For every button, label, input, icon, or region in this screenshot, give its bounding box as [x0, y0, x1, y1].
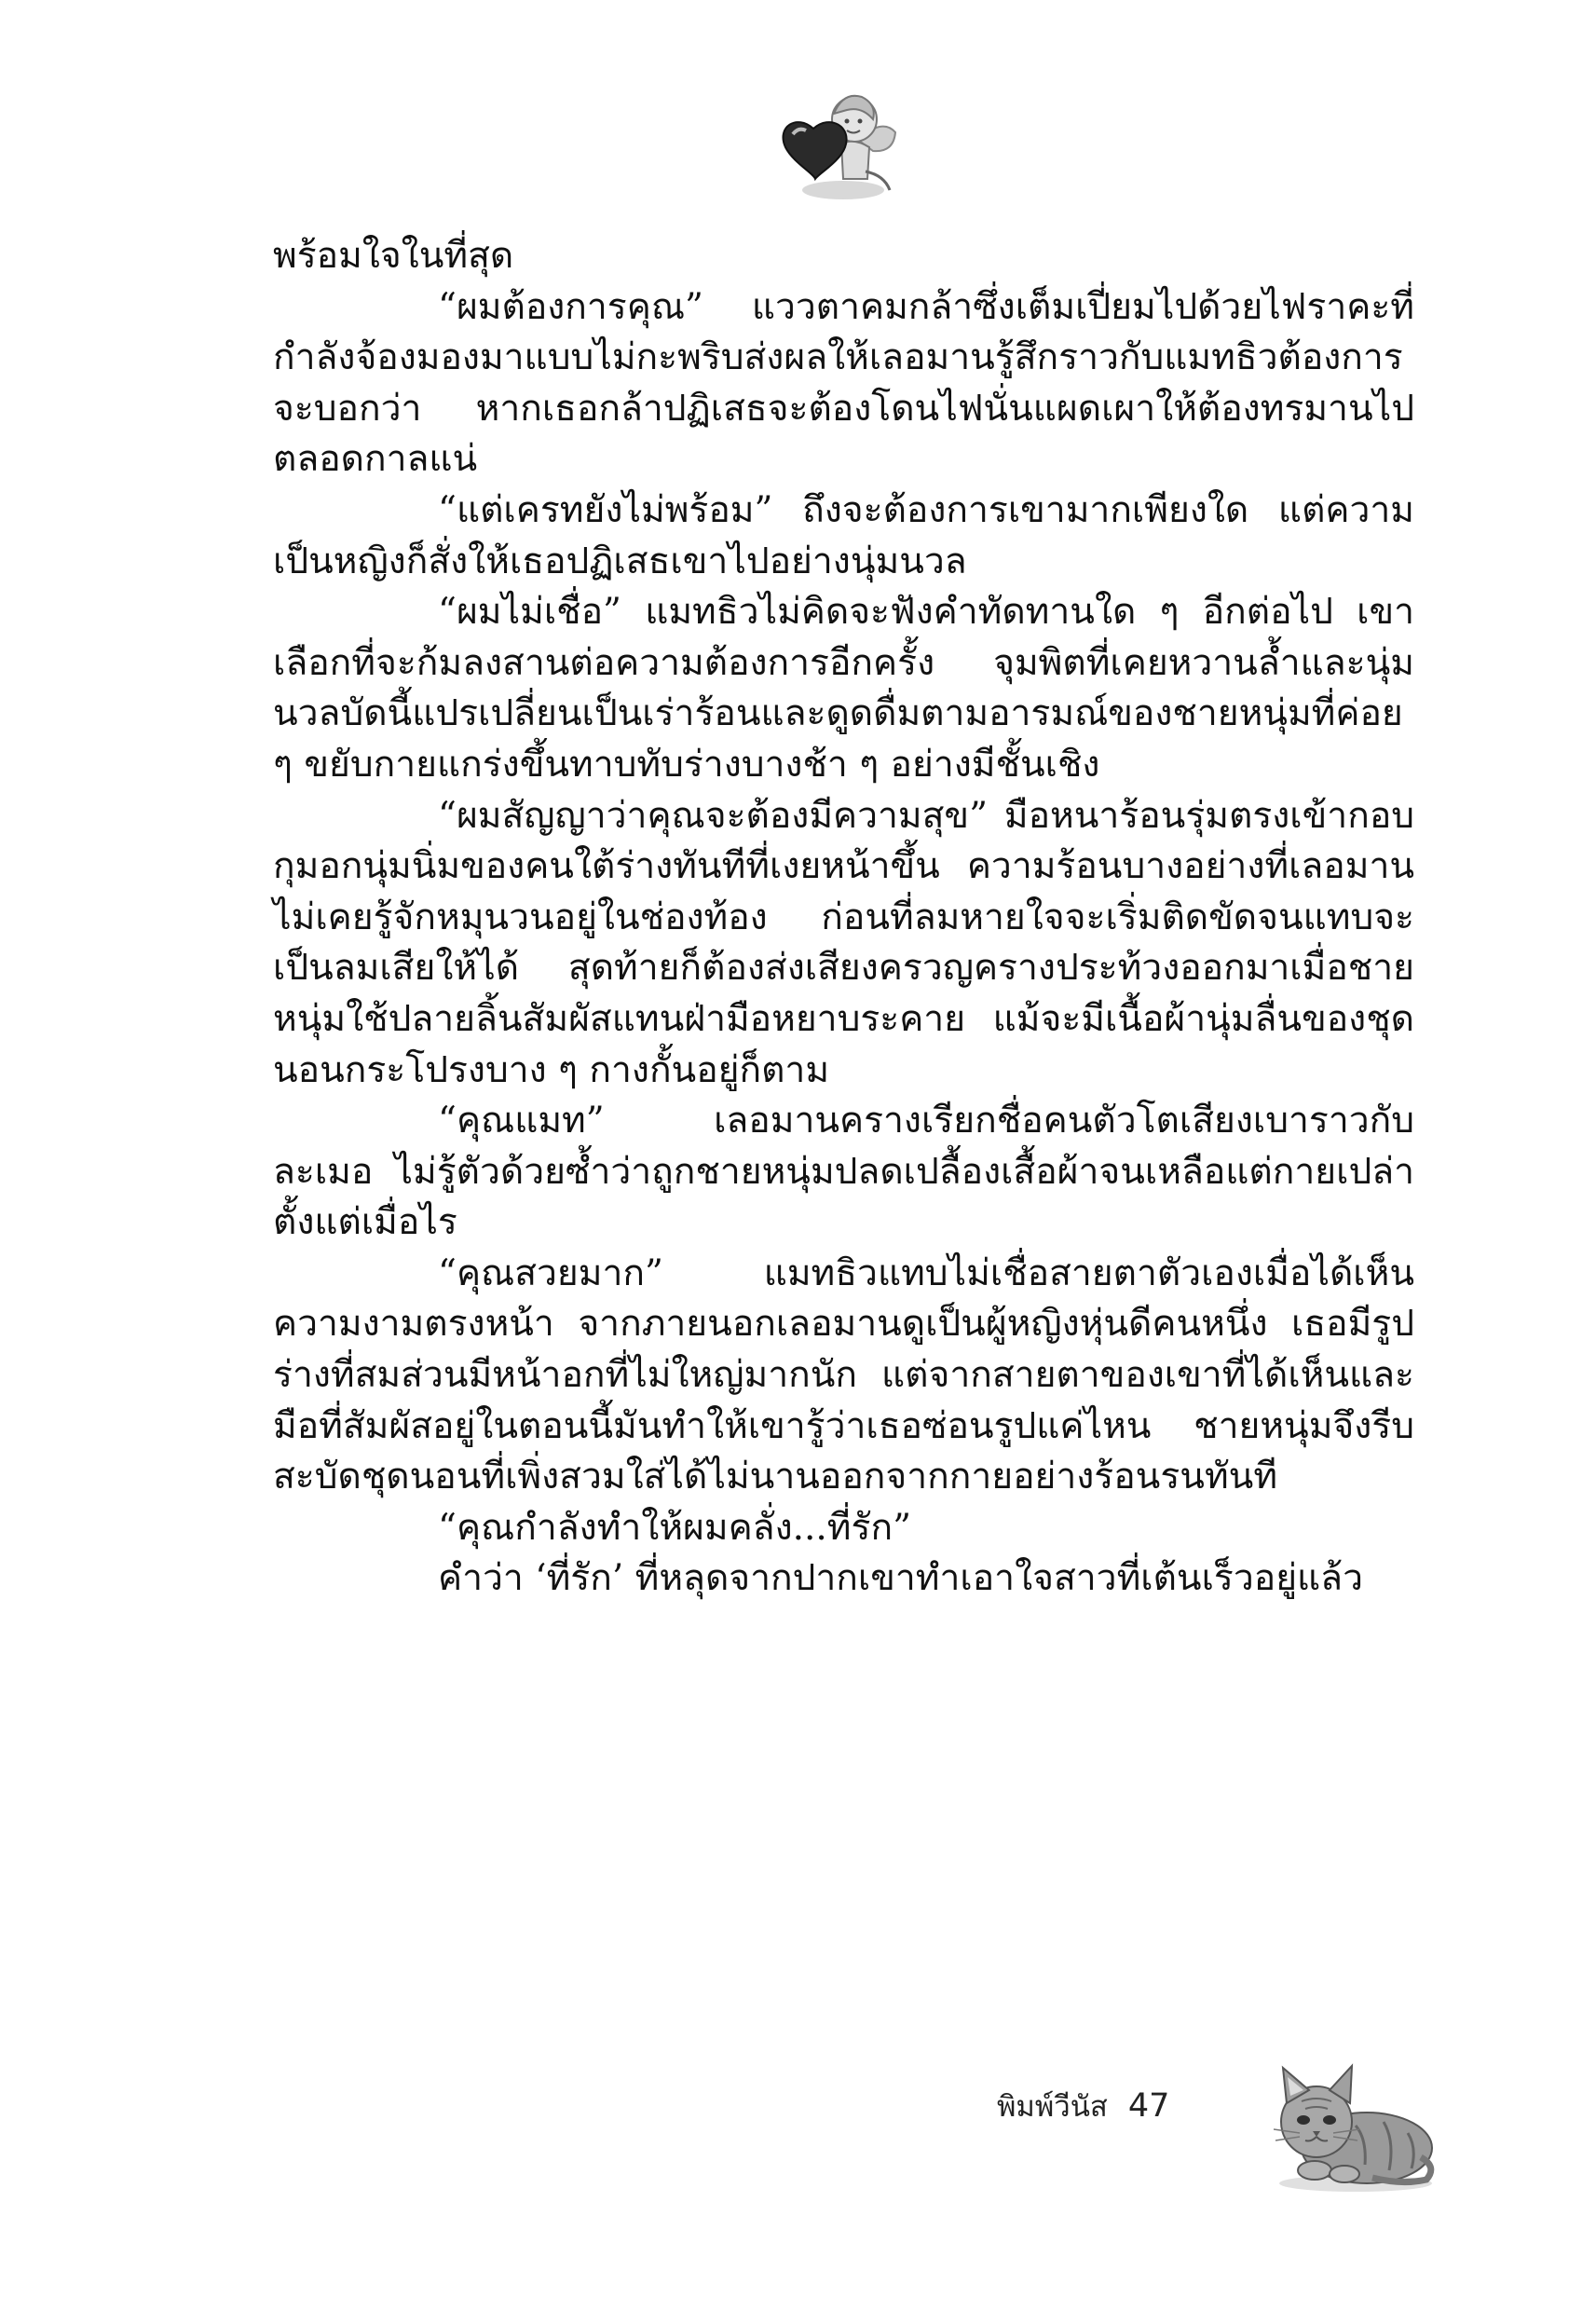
paragraph: “คุณแมท” เลอมานครางเรียกชื่อคนตัวโตเสียงเบาราวกับละเมอ ไม่รู้ตัวด้วยซ้ำว่าถูกชายหนุ่มปลดเปลื้องเสื้อผ้าจนเหลือแต่กายเปล่าตั้งแต่เมื่อไร	[273, 1100, 1414, 1244]
paragraph: “แต่เครทยังไม่พร้อม” ถึงจะต้องการเขามากเพียงใด แต่ความเป็นหญิงก็สั่งให้เธอปฏิเสธเขาไปอย่างนุ่มนวล	[273, 488, 1414, 582]
paragraph: คำว่า ‘ที่รัก’ ที่หลุดจากปากเขาทำเอาใจสาวที่เต้นเร็วอยู่แล้ว	[438, 1557, 1363, 1600]
body-text	[273, 231, 1414, 1605]
book-title: พิมพ์วีนัส	[997, 2090, 1108, 2124]
cupid-heart-ornament-icon	[769, 86, 908, 207]
paragraph: “ผมไม่เชื่อ” แมทธิวไม่คิดจะฟังคำทัดทานใด ๆ อีกต่อไป เขาเลือกที่จะก้มลงสานต่อความต้องการอีกครั้ง จุมพิตที่เคยหวานล้ำและนุ่มนวลบัดนี้แปรเปลี่ยนเป็นเร่าร้อนและดูดดื่มตามอารมณ์ของชายหนุ่มที่ค่อย ๆ ขยับกายแกร่งขึ้นทาบทับร่างบางช้า ๆ อย่างมีชั้นเชิง	[273, 591, 1414, 786]
paragraph: “คุณกำลังทำให้ผมคลั่ง...ที่รัก”	[438, 1506, 912, 1549]
paragraph: พร้อมใจในที่สุด	[273, 235, 514, 277]
paragraph: “ผมสัญญาว่าคุณจะต้องมีความสุข” มือหนาร้อนรุ่มตรงเข้ากอบกุมอกนุ่มนิ่มของคนใต้ร่างทันทีที่เงยหน้าขึ้น ความร้อนบางอย่างที่เลอมานไม่เคยรู้จักหมุนวนอยู่ในช่องท้อง ก่อนที่ลมหายใจจะเริ่มติดขัดจนแทบจะเป็นลมเสียให้ได้ สุดท้ายก็ต้องส่งเสียงครวญครางประท้วงออกมาเมื่อชายหนุ่มใช้ปลายลิ้นสัมผัสแทนฝ่ามือหยาบระคาย แม้จะมีเนื้อผ้านุ่มลื่นของชุดนอนกระโปรงบาง ๆ กางกั้นอยู่ก็ตาม	[273, 794, 1414, 1091]
page-number: 47	[1127, 2087, 1170, 2125]
paragraph: “ผมต้องการคุณ” แววตาคมกล้าซึ่งเต็มเปี่ยมไปด้วยไฟราคะที่กำลังจ้องมองมาแบบไม่กะพริบส่งผลให้เลอมานรู้สึกราวกับแมทธิวต้องการจะบอกว่า หากเธอกล้าปฏิเสธจะต้องโดนไฟนั่นแผดเผาให้ต้องทรมานไปตลอดกาลแน่	[273, 285, 1414, 481]
paragraph: “คุณสวยมาก” แมทธิวแทบไม่เชื่อสายตาตัวเองเมื่อได้เห็นความงามตรงหน้า จากภายนอกเลอมานดูเป็นผู้หญิงหุ่นดีคนหนึ่ง เธอมีรูปร่างที่สมส่วนมีหน้าอกที่ไม่ใหญ่มากนัก แต่จากสายตาของเขาที่ได้เห็นและมือที่สัมผัสอยู่ในตอนนี้มันทำให้เขารู้ว่าเธอซ่อนรูปแค่ไหน ชายหนุ่มจึงรีบสะบัดชุดนอนที่เพิ่งสวมใส่ได้ไม่นานออกจากกายอย่างร้อนรนทันที	[273, 1251, 1414, 1498]
page-footer	[997, 2078, 1169, 2134]
cat-illustration-icon	[1262, 2055, 1439, 2195]
